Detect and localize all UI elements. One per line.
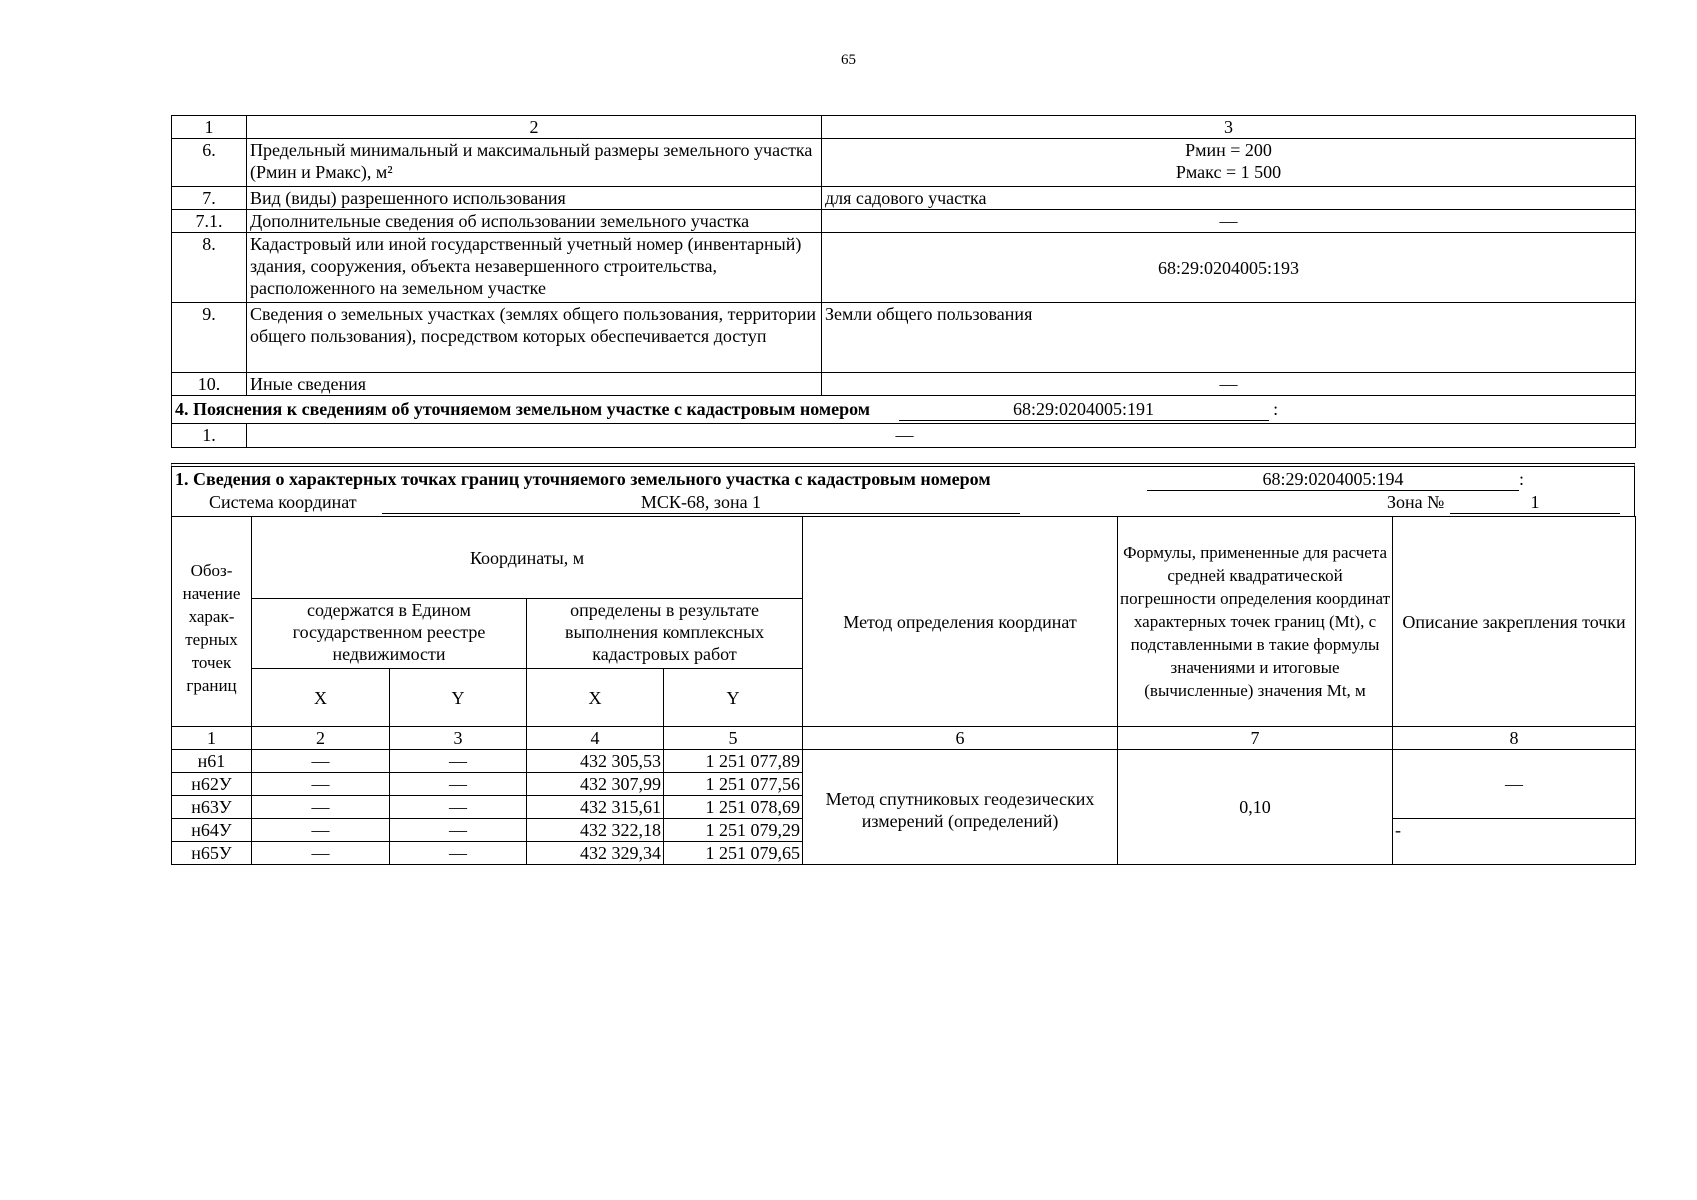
y-value: 1 251 078,69 xyxy=(664,796,803,819)
row-label: Вид (виды) разрешенного использования xyxy=(247,187,822,210)
row-number: 7.1. xyxy=(172,210,247,233)
row-label: Дополнительные сведения об использовании земельного участка xyxy=(247,210,822,233)
determined-header: определены в результате выполнения комплексных кадастровых работ xyxy=(527,599,803,669)
col-number-row xyxy=(172,727,1636,750)
section-4-row xyxy=(172,396,1636,424)
row-value xyxy=(822,139,1636,187)
page-number: 65 xyxy=(841,52,856,68)
point-designation: н65У xyxy=(172,842,252,865)
col-number: 8 xyxy=(1393,727,1636,750)
row-label: Иные сведения xyxy=(247,373,822,396)
row-number: 9. xyxy=(172,303,247,373)
x-header: X xyxy=(527,669,664,727)
boundary-points-table xyxy=(171,516,1636,865)
row-number: 6. xyxy=(172,139,247,187)
col-number: 7 xyxy=(1118,727,1393,750)
value-line: Рмин = 200 xyxy=(1185,140,1272,160)
row-value: 68:29:0204005:193 xyxy=(822,233,1636,303)
mt-value: 0,10 xyxy=(1118,750,1393,865)
x-egrn: — xyxy=(252,773,390,796)
description-value: — xyxy=(1393,750,1636,819)
table-row xyxy=(172,210,1636,233)
row-number: 10. xyxy=(172,373,247,396)
row-value: — xyxy=(822,373,1636,396)
section-4-header xyxy=(172,396,1636,424)
y-value: 1 251 077,56 xyxy=(664,773,803,796)
section-1-cadastral: 68:29:0204005:194 xyxy=(1147,469,1519,491)
x-value: 432 315,61 xyxy=(527,796,664,819)
value-line: Рмакс = 1 500 xyxy=(1175,162,1282,182)
y-value: 1 251 079,29 xyxy=(664,819,803,842)
row-label: Предельный минимальный и максимальный размеры земельного участка (Рмин и Рмакс), м² xyxy=(247,139,822,187)
col-number: 5 xyxy=(664,727,803,750)
row-value: — xyxy=(247,424,1636,448)
x-egrn: — xyxy=(252,819,390,842)
y-header: Y xyxy=(390,669,527,727)
row-label: Кадастровый или иной государственный учетный номер (инвентарный) здания, сооружения, объекта незавершенного строительства, расположенного на земельном участке xyxy=(247,233,822,303)
designation-header: Обоз-начение харак-терных точек границ xyxy=(172,517,252,727)
x-value: 432 307,99 xyxy=(527,773,664,796)
x-value: 432 329,34 xyxy=(527,842,664,865)
point-designation: н62У xyxy=(172,773,252,796)
y-egrn: — xyxy=(390,750,527,773)
x-egrn: — xyxy=(252,796,390,819)
y-header: Y xyxy=(664,669,803,727)
section-4-item-row xyxy=(172,424,1636,448)
egrn-header: содержатся в Едином государственном реестре недвижимости xyxy=(252,599,527,669)
section-4-colon: : xyxy=(1273,399,1279,419)
row-number: 8. xyxy=(172,233,247,303)
method-value: Метод спутниковых геодезических измерений (определений) xyxy=(803,750,1118,865)
table-row xyxy=(172,750,1636,773)
row-value: для садового участка xyxy=(822,187,1636,210)
coordinates-header: Координаты, м xyxy=(252,517,803,599)
header-row xyxy=(172,517,1636,599)
col-number: 1 xyxy=(172,727,252,750)
col-number: 6 xyxy=(803,727,1118,750)
y-value: 1 251 077,89 xyxy=(664,750,803,773)
formulas-header: Формулы, примененные для расчета средней квадратической погрешности определения координат характерных точек границ (Mt), с подставленными в такие формулы значениями и итоговые (вычисленные) значения Mt, м xyxy=(1118,517,1393,727)
x-header: X xyxy=(252,669,390,727)
description-value: - xyxy=(1393,819,1636,865)
point-designation: н63У xyxy=(172,796,252,819)
description-header: Описание закрепления точки xyxy=(1393,517,1636,727)
table-row xyxy=(172,233,1636,303)
point-designation: н64У xyxy=(172,819,252,842)
row-number: 7. xyxy=(172,187,247,210)
section-1-title: 1. Сведения о характерных точках границ уточняемого земельного участка с кадастровым номером xyxy=(175,469,991,489)
row-number: 1. xyxy=(172,424,247,448)
col-header: 2 xyxy=(247,116,822,139)
table-row xyxy=(172,187,1636,210)
parcel-info-table xyxy=(171,115,1636,448)
x-egrn: — xyxy=(252,842,390,865)
coord-system-label: Система координат xyxy=(209,492,357,512)
row-value: Земли общего пользования xyxy=(822,303,1636,373)
x-value: 432 322,18 xyxy=(527,819,664,842)
table-header-row xyxy=(172,116,1636,139)
table-row xyxy=(172,373,1636,396)
x-value: 432 305,53 xyxy=(527,750,664,773)
coord-system-value: МСК-68, зона 1 xyxy=(382,492,1020,514)
section-1-colon: : xyxy=(1519,469,1525,489)
section-1-header xyxy=(171,463,1635,516)
col-header: 3 xyxy=(822,116,1636,139)
section-4-cadastral: 68:29:0204005:191 xyxy=(899,398,1269,421)
zone-value: 1 xyxy=(1450,492,1620,514)
row-value: — xyxy=(822,210,1636,233)
col-number: 4 xyxy=(527,727,664,750)
table-row xyxy=(172,303,1636,373)
col-header: 1 xyxy=(172,116,247,139)
table-row xyxy=(172,139,1636,187)
col-number: 2 xyxy=(252,727,390,750)
y-egrn: — xyxy=(390,796,527,819)
point-designation: н61 xyxy=(172,750,252,773)
row-label: Сведения о земельных участках (землях общего пользования, территории общего пользования), посредством которых обеспечивается доступ xyxy=(247,303,822,373)
x-egrn: — xyxy=(252,750,390,773)
y-value: 1 251 079,65 xyxy=(664,842,803,865)
zone-label: Зона № xyxy=(1387,492,1445,512)
method-header: Метод определения координат xyxy=(803,517,1118,727)
col-number: 3 xyxy=(390,727,527,750)
y-egrn: — xyxy=(390,842,527,865)
section-4-title: 4. Пояснения к сведениям об уточняемом земельном участке с кадастровым номером xyxy=(175,399,871,419)
y-egrn: — xyxy=(390,773,527,796)
y-egrn: — xyxy=(390,819,527,842)
